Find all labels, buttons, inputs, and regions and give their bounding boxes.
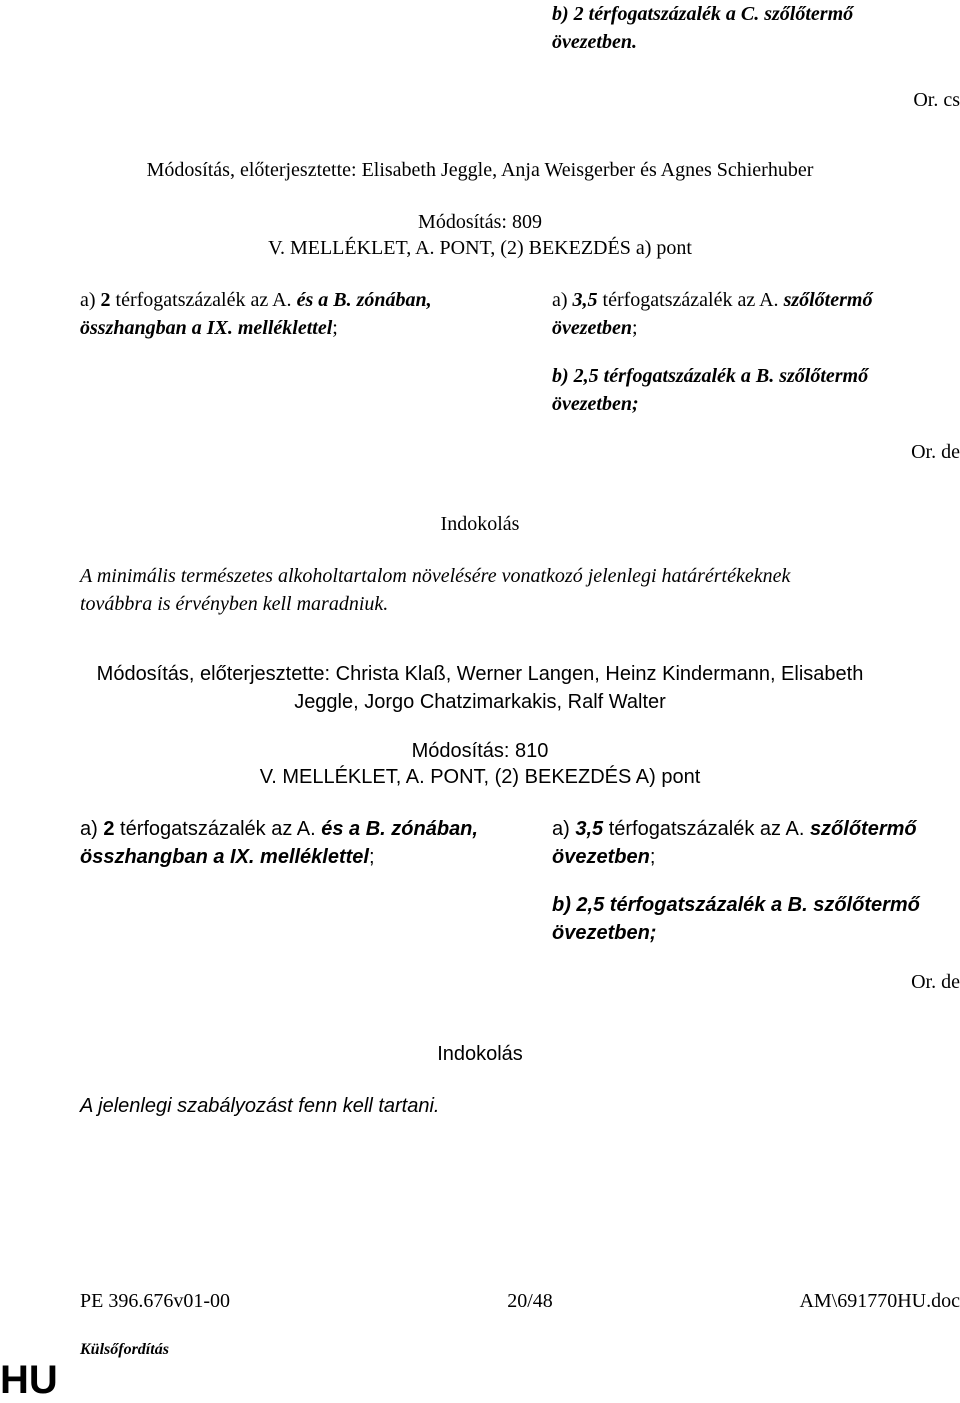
amendment-809-reference: V. MELLÉKLET, A. PONT, (2) BEKEZDÉS a) pont [268, 237, 692, 259]
amendment-809-origin: Or. de [911, 441, 960, 463]
top-b-text2: övezetben. [552, 31, 637, 53]
amendment-810-original-text: a) 2 térfogatszázalék az A. és a B. zónában, összhangban a IX. melléklettel; [80, 818, 478, 868]
amendment-810-amended-text: a) 3,5 térfogatszázalék az A. szőlőtermő övezetben; b) 2,5 térfogatszázalék a B. szőlőtermő övezetben; [552, 818, 920, 944]
amendment-810-number: Módosítás: 810 [411, 740, 549, 762]
top-origin: Or. cs [913, 89, 960, 111]
footer-doc-ref: PE 396.676v01-00 [80, 1290, 230, 1312]
amendment-809-tabled-by: Módosítás, előterjesztette: Elisabeth Jeggle, Anja Weisgerber és Agnes Schierhuber [146, 159, 814, 181]
amendment-809-justification-heading: Indokolás [440, 513, 520, 535]
amendment-810-reference: V. MELLÉKLET, A. PONT, (2) BEKEZDÉS A) pont [259, 766, 701, 788]
amendment-809-original-text: a) 2 térfogatszázalék az A. és a B. zónában, összhangban a IX. melléklettel; [80, 289, 432, 339]
amendment-809-amended-text: a) 3,5 térfogatszázalék az A. szőlőtermő övezetben; b) 2,5 térfogatszázalék a B. szőlőtermő övezetben; [552, 289, 873, 415]
footer-file-name: AM\691770HU.doc [799, 1290, 960, 1312]
amendment-810-justification-text: A jelenlegi szabályozást fenn kell tartani. [80, 1095, 440, 1117]
footer-external-translation: Külsőfordítás [80, 1341, 169, 1358]
amendment-810-justification-heading: Indokolás [437, 1043, 523, 1065]
footer-language-code: HU [0, 1358, 58, 1402]
amendment-810-origin: Or. de [911, 971, 960, 993]
top-fragment-b [552, 0, 952, 56]
amendment-809-justification-text: A minimális természetes alkoholtartalom növelésére vonatkozó jelenlegi határértékeknek továbbra is érvényben kell maradniuk. [80, 565, 791, 615]
top-b-text1: térfogatszázalék a C. szőlőtermő [588, 3, 854, 25]
footer-page-number: 20/48 [507, 1290, 553, 1312]
amendment-810-tabled-by: Módosítás, előterjesztette: Christa Klaß, Werner Langen, Heinz Kindermann, Elisabeth Jeggle, Jorgo Chatzimarkakis, Ralf Walter [96, 663, 864, 713]
top-b-prefix: b) 2 [552, 3, 589, 25]
amendment-809-number: Módosítás: 809 [418, 211, 542, 233]
